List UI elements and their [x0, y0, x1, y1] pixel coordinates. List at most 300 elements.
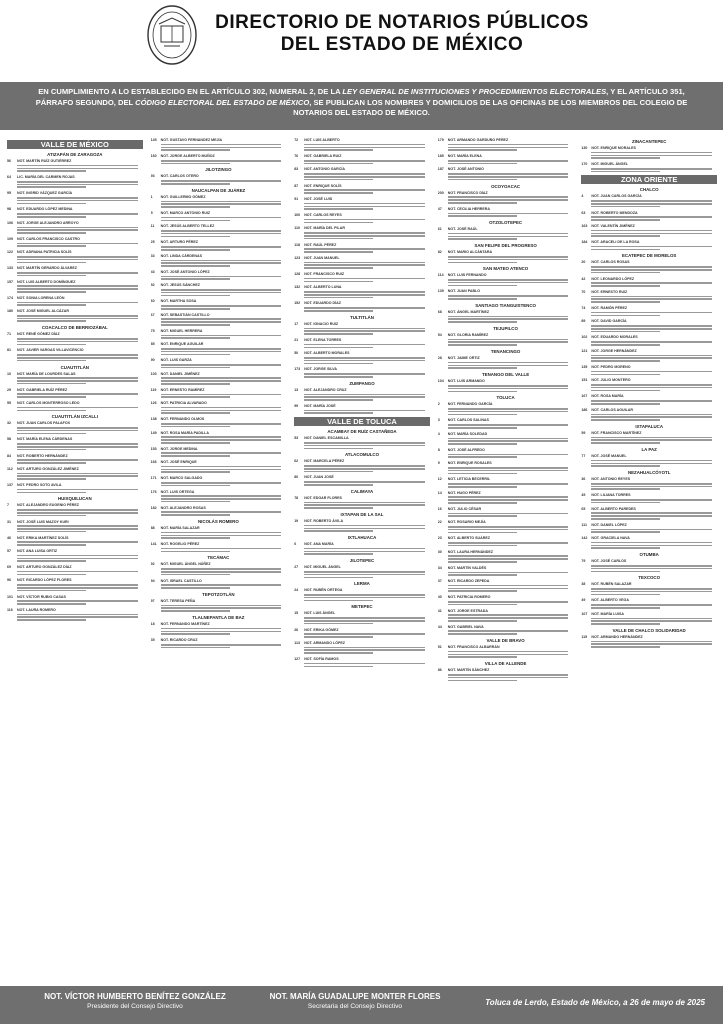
- address-line: [448, 147, 569, 149]
- notary-name: NOT. ANTONIO REYES: [591, 477, 631, 482]
- address-line: [161, 337, 230, 339]
- notary-entry: [294, 167, 430, 181]
- address-line: [591, 403, 660, 405]
- address-line: [304, 281, 373, 283]
- address-line: [17, 459, 138, 461]
- notary-entry: [294, 243, 430, 254]
- notary-name: NOT. TERESA PEÑA: [160, 598, 196, 603]
- notary-entry: [581, 290, 717, 304]
- address-line: [448, 282, 569, 284]
- municipality-heading: HUIXQUILUCAN: [57, 496, 92, 502]
- address-line: [304, 262, 425, 264]
- address-line: [448, 215, 517, 217]
- notary-entry: [294, 256, 430, 270]
- directory-column: [151, 138, 287, 986]
- notary-name: NOT. JOSÉ MIGUEL ALCÁZAR: [17, 309, 69, 314]
- notary-number: 5: [150, 210, 153, 215]
- address-line: [161, 548, 282, 550]
- address-line: [161, 289, 282, 291]
- address-line: [161, 160, 282, 162]
- notary-number: 104: [437, 379, 444, 384]
- notary-number: 79: [581, 559, 586, 564]
- address-line: [161, 605, 282, 607]
- address-line: [448, 467, 569, 469]
- address-line: [17, 600, 138, 602]
- address-line: [17, 338, 138, 340]
- address-line: [448, 367, 517, 369]
- notary-entry: [151, 299, 287, 310]
- notary-number: 132: [294, 285, 301, 290]
- notary-entry: [438, 550, 574, 564]
- notary-number: 18: [150, 622, 155, 627]
- notary-number: 1: [150, 194, 153, 199]
- notary-number: 63: [581, 210, 586, 215]
- notary-entry: [581, 365, 717, 376]
- notary-name: NOT. ALBERTO LUNA: [304, 285, 342, 290]
- notary-entry: [294, 436, 430, 450]
- notary-number: 53: [294, 436, 299, 441]
- notary-name: NOT. MARTÍN SÁNCHEZ: [447, 668, 490, 673]
- notary-name: NOT. GUSTAVO FERNÁNDEZ MEJÍA: [160, 138, 223, 142]
- address-line: [448, 515, 517, 517]
- address-line: [591, 439, 712, 441]
- notary-name: NOT. MARCELA PÉREZ: [304, 459, 345, 464]
- region-header: ZONA ORIENTE: [581, 175, 717, 184]
- address-line: [304, 394, 425, 396]
- address-line: [161, 380, 282, 382]
- address-line: [448, 414, 517, 416]
- notary-number: 180: [7, 309, 13, 314]
- notary-name: NOT. JAVIER VARGAS VILLAVICENCIO: [17, 348, 84, 353]
- notary-entry: [151, 358, 287, 369]
- address-line: [591, 315, 660, 317]
- address-line: [304, 553, 373, 555]
- notary-number: 102: [581, 335, 588, 340]
- address-line: [304, 235, 425, 237]
- address-line: [448, 473, 517, 475]
- address-line: [448, 585, 569, 587]
- notary-number: 97: [150, 598, 155, 603]
- notary-name: NOT. JAIME ORTIZ: [447, 356, 480, 361]
- notary-entry: [438, 609, 574, 623]
- notary-entry: [151, 526, 287, 540]
- address-line: [161, 324, 230, 326]
- address-line: [304, 410, 425, 412]
- notary-entry: [7, 207, 143, 218]
- notary-name: NOT. ALBERTO SUÁREZ: [447, 536, 490, 541]
- municipality-heading: ACAMBAY DE RUÍZ CASTAÑEDA: [327, 429, 397, 435]
- notary-number: 23: [437, 536, 442, 541]
- notary-number: 87: [294, 183, 299, 188]
- notary-entry: [151, 638, 287, 649]
- notary-number: 116: [7, 607, 13, 612]
- signature-secretary: [240, 992, 470, 1011]
- notary-entry: [438, 402, 574, 416]
- address-line: [304, 399, 373, 401]
- notary-number: 77: [581, 454, 586, 458]
- notary-entry: [581, 319, 717, 333]
- address-line: [161, 535, 282, 537]
- address-line: [448, 149, 517, 151]
- address-line: [304, 208, 373, 210]
- notary-name: NOT. PATRICIA ROMERO: [447, 595, 491, 600]
- notary-name: NOT. MARÍA DE LOURDES SALAS: [17, 371, 76, 376]
- notary-entry: [294, 285, 430, 299]
- address-line: [304, 248, 425, 250]
- notary-number: 167: [581, 394, 588, 399]
- notary-name: NOT. ROSA MARÍA: [591, 394, 624, 399]
- address-line: [591, 249, 660, 251]
- notary-entry: [7, 503, 143, 517]
- municipality-heading: TOLUCA: [496, 395, 515, 401]
- notary-entry: [581, 598, 717, 609]
- notary-entry: [151, 490, 287, 504]
- address-line: [304, 222, 373, 224]
- address-line: [161, 644, 282, 646]
- notary-number: 9: [437, 461, 440, 466]
- notary-number: 35: [150, 638, 155, 643]
- address-line: [304, 574, 425, 576]
- address-line: [17, 560, 86, 562]
- address-line: [448, 542, 569, 544]
- address-line: [591, 531, 660, 533]
- address-line: [17, 275, 86, 277]
- notary-number: 133: [7, 266, 13, 271]
- notary-number: 4: [581, 194, 584, 199]
- notary-number: 174: [7, 295, 13, 300]
- address-line: [448, 199, 569, 201]
- notary-number: 127: [294, 657, 301, 662]
- notary-name: NOT. ARMANDO HERNÁNDEZ: [591, 634, 643, 639]
- notary-number: 92: [150, 562, 155, 567]
- address-line: [17, 449, 86, 451]
- address-line: [591, 488, 660, 490]
- notary-number: 49: [581, 598, 586, 603]
- notary-name: NOT. LETICIA BECERRIL: [447, 477, 491, 482]
- address-line: [448, 601, 569, 603]
- address-line: [591, 206, 660, 208]
- address-line: [591, 216, 712, 218]
- address-line: [448, 483, 569, 485]
- notary-name: NOT. FRANCISCO MARTÍNEZ: [591, 430, 642, 435]
- secretary-role: Secretaria del Consejo Directivo: [307, 1003, 403, 1010]
- notary-number: 11: [150, 224, 155, 229]
- notary-number: 176: [150, 489, 157, 494]
- address-line: [304, 278, 425, 280]
- address-line: [161, 308, 230, 310]
- address-line: [304, 652, 373, 654]
- address-line: [161, 305, 282, 307]
- notary-entry: [151, 313, 287, 327]
- notary-entry: [7, 250, 143, 264]
- address-line: [17, 430, 138, 432]
- notary-entry: [294, 184, 430, 195]
- notary-name: NOT. ANA MARÍA: [304, 542, 334, 547]
- notary-college-seal-icon: [146, 4, 198, 66]
- address-line: [161, 410, 282, 412]
- address-line: [448, 279, 569, 281]
- address-line: [161, 149, 230, 151]
- notary-number: 50: [294, 351, 299, 356]
- notary-number: 68: [437, 309, 442, 314]
- address-line: [17, 256, 138, 258]
- notary-entry: [151, 579, 287, 590]
- municipality-heading: ZINACANTEPEC: [631, 139, 667, 144]
- notary-entry: [581, 240, 717, 251]
- address-line: [448, 677, 569, 679]
- notary-number: 71: [7, 332, 11, 337]
- notary-name: NOT. MARCO ANTONIO RUIZ: [160, 210, 211, 215]
- address-line: [161, 262, 282, 264]
- notary-name: NOT. SONIA LORENA LEÓN: [17, 295, 65, 300]
- address-line: [448, 408, 569, 410]
- address-line: [304, 481, 425, 483]
- notary-number: 119: [150, 387, 157, 392]
- address-line: [304, 176, 425, 178]
- notary-entry: [151, 283, 287, 297]
- address-line: [304, 357, 425, 359]
- address-line: [448, 424, 569, 426]
- address-line: [161, 412, 230, 414]
- address-line: [591, 486, 712, 488]
- notary-name: NOT. JUAN CARLOS PALAFOX: [17, 421, 71, 426]
- address-line: [591, 442, 660, 444]
- notary-name: NOT. ANTONIO GARCÍA: [304, 167, 345, 172]
- address-line: [161, 394, 282, 396]
- address-line: [448, 654, 569, 656]
- municipality-heading: JILOTZINGO: [205, 167, 232, 173]
- notary-entry: [151, 460, 287, 474]
- notary-entry: [151, 195, 287, 209]
- notary-name: NOT. EDGAR FLORES: [304, 495, 342, 500]
- address-line: [304, 333, 373, 335]
- municipality-heading: CHALCO: [639, 187, 659, 193]
- address-line: [591, 298, 712, 300]
- address-line: [591, 325, 712, 327]
- address-line: [304, 445, 425, 447]
- intro-text-2: PÁRRAFO SEGUNDO, DEL: [35, 97, 134, 107]
- notary-entry: [438, 461, 574, 475]
- notary-number: 7: [7, 503, 9, 508]
- address-line: [17, 590, 86, 592]
- notary-number: 115: [581, 634, 588, 639]
- address-line: [17, 213, 138, 215]
- address-line: [448, 202, 517, 204]
- notary-name: NOT. JOSÉ ALFREDO: [447, 447, 485, 452]
- notary-number: 200: [437, 190, 444, 195]
- notary-number: 2: [437, 402, 440, 407]
- notary-entry: [581, 211, 717, 222]
- notary-name: NOT. VALENTÍN JIMÉNEZ: [591, 223, 635, 228]
- address-line: [161, 455, 230, 457]
- municipality-heading: VILLA DE ALLENDE: [484, 661, 527, 667]
- municipality-heading: SAN MATEO ATENCO: [482, 266, 529, 272]
- notary-number: 17: [294, 321, 299, 326]
- notary-entry: [151, 240, 287, 251]
- address-line: [17, 462, 86, 464]
- address-line: [591, 371, 712, 373]
- address-line: [304, 219, 425, 221]
- notary-name: NOT. MARÍA LUISA: [591, 611, 624, 616]
- address-line: [304, 502, 425, 504]
- address-line: [591, 641, 712, 643]
- municipality-heading: TEJUPILCO: [493, 325, 518, 331]
- address-line: [591, 545, 712, 547]
- address-line: [448, 674, 569, 676]
- address-line: [17, 232, 86, 234]
- address-line: [304, 232, 425, 234]
- address-line: [304, 189, 425, 191]
- notary-entry: [7, 175, 143, 189]
- notary-entry: [294, 322, 430, 336]
- notary-number: 16: [437, 506, 442, 511]
- address-line: [17, 528, 138, 530]
- address-line: [161, 292, 282, 294]
- address-line: [304, 396, 425, 398]
- notary-name: NOT. ENRIQUE SOLÍS: [304, 183, 342, 188]
- notary-name: NOT. MARIO ALCÁNTARA: [447, 250, 493, 255]
- address-line: [304, 267, 373, 269]
- address-line: [448, 680, 517, 682]
- notary-number: 187: [437, 167, 444, 172]
- notary-name: NOT. ROBERTO HERNÁNDEZ: [17, 453, 68, 458]
- address-line: [448, 298, 517, 300]
- address-line: [17, 407, 138, 409]
- address-line: [161, 442, 230, 444]
- notary-entry: [581, 612, 717, 626]
- notary-name: NOT. MARÍA SOLEDAD: [447, 431, 488, 436]
- address-line: [591, 518, 660, 520]
- address-line: [17, 555, 138, 557]
- notary-entry: [7, 565, 143, 576]
- notary-name: NOT. ERIKA MARTÍNEZ SOLÍS: [17, 535, 69, 540]
- address-line: [591, 312, 712, 314]
- notary-entry: [581, 559, 717, 573]
- address-line: [17, 170, 86, 172]
- notary-name: NOT. LEONARDO LÓPEZ: [591, 276, 635, 281]
- notary-number: 74: [581, 306, 586, 310]
- notary-number: 75: [150, 328, 155, 333]
- address-line: [448, 614, 569, 616]
- address-line: [591, 460, 712, 462]
- address-line: [304, 649, 425, 651]
- address-line: [161, 383, 230, 385]
- address-line: [161, 206, 230, 208]
- address-line: [161, 532, 282, 534]
- notary-entry: [438, 207, 574, 218]
- address-line: [448, 545, 517, 547]
- address-line: [17, 302, 138, 304]
- notary-name: NOT. MARÍA SALAZAR: [160, 525, 200, 530]
- address-line: [591, 285, 660, 287]
- notary-name: NOT. JORGE ALBERTO MUÑOZ: [160, 154, 215, 159]
- notary-entry: [151, 431, 287, 445]
- intro-banner: [0, 82, 723, 130]
- address-line: [591, 571, 660, 573]
- place-date: Toluca de Lerdo, Estado de México, a 26 de mayo de 2025: [485, 998, 705, 1007]
- address-line: [304, 577, 373, 579]
- notary-name: NOT. LUIS FERNANDO: [447, 273, 487, 278]
- notary-entry: [581, 194, 717, 208]
- address-line: [161, 354, 230, 356]
- address-line: [17, 168, 138, 170]
- address-line: [161, 628, 282, 630]
- notary-entry: [438, 625, 574, 636]
- notary-number: 145: [150, 138, 157, 142]
- address-line: [448, 590, 517, 592]
- notary-number: 173: [294, 367, 301, 372]
- address-line: [591, 400, 712, 402]
- notary-number: 15: [294, 611, 299, 616]
- notary-name: NOT. MARTÍN VALDÉS: [447, 565, 487, 570]
- notary-entry: [581, 306, 717, 317]
- page-footer: [0, 986, 723, 1024]
- notary-entry: [581, 224, 717, 238]
- address-line: [17, 272, 138, 274]
- notary-number: 80: [294, 475, 299, 480]
- notary-number: 37: [437, 579, 442, 584]
- notary-entry: [7, 520, 143, 534]
- address-line: [448, 470, 569, 472]
- notary-entry: [438, 191, 574, 205]
- address-line: [448, 651, 569, 653]
- address-line: [448, 318, 569, 320]
- notary-entry: [438, 477, 574, 488]
- notary-number: 3: [437, 418, 440, 423]
- address-line: [17, 478, 86, 480]
- address-line: [591, 200, 712, 202]
- address-line: [17, 619, 86, 621]
- notary-name: NOT. LUIS GARZA: [160, 358, 192, 363]
- municipality-heading: NEZAHUALCÓYOTL: [627, 470, 671, 476]
- address-line: [591, 604, 712, 606]
- address-line: [161, 377, 282, 379]
- address-line: [161, 246, 282, 248]
- address-line: [304, 666, 373, 668]
- address-line: [17, 571, 138, 573]
- address-line: [161, 236, 230, 238]
- notary-number: 31: [7, 519, 11, 524]
- address-line: [591, 565, 712, 567]
- notary-name: NOT. JORGE HERNÁNDEZ: [591, 348, 637, 353]
- notary-name: LIC. MARÍA DEL CARMEN ROJAS: [17, 175, 75, 180]
- address-line: [161, 278, 230, 280]
- address-line: [448, 365, 569, 367]
- notary-entry: [7, 221, 143, 235]
- notary-number: 166: [150, 460, 157, 465]
- notary-entry: [7, 578, 143, 592]
- address-line: [591, 646, 660, 648]
- address-line: [161, 230, 282, 232]
- address-line: [448, 443, 517, 445]
- notary-number: 151: [581, 378, 588, 383]
- notary-entry: [7, 388, 143, 399]
- address-line: [448, 173, 569, 175]
- address-line: [161, 633, 230, 635]
- notary-entry: [294, 657, 430, 668]
- address-line: [17, 315, 138, 317]
- notary-number: 44: [437, 624, 442, 629]
- notary-entry: [7, 159, 143, 173]
- address-line: [448, 656, 517, 658]
- address-line: [448, 427, 517, 429]
- address-line: [591, 591, 712, 593]
- address-line: [161, 436, 282, 438]
- notary-name: NOT. GABRIELA RUÍZ PÉREZ: [17, 387, 68, 392]
- municipality-heading: TLALNEPANTLA DE BAZ: [192, 615, 245, 621]
- notary-entry: [151, 401, 287, 415]
- notary-number: 64: [7, 175, 11, 180]
